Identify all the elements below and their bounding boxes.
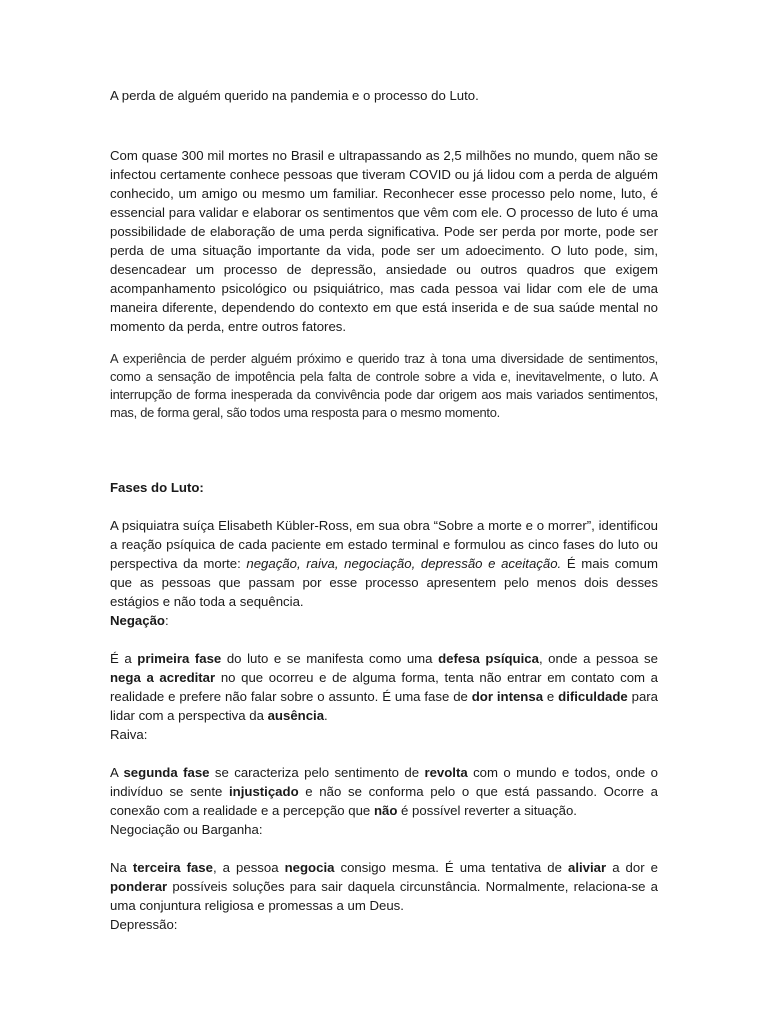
phases-list: negação, raiva, negociação, depressão e aceitação. — [246, 556, 562, 571]
phases-heading: Fases do Luto: — [110, 480, 204, 495]
anger-label: Raiva: — [110, 727, 148, 742]
quote-paragraph: A experiência de perder alguém próximo e querido traz à tona uma diversidade de sentimentos, como a sensação de impotência pela falta de controle sobre a vida e, inevitavelmente, o luto. A interrupção de forma inesperada da convivência pode dar origem aos mais variados sentimentos, mas, de forma geral, são todos uma resposta para o mesmo momento. — [110, 351, 658, 420]
intro-paragraph: Com quase 300 mil mortes no Brasil e ultrapassando as 2,5 milhões no mundo, quem não se infectou certamente conhece pessoas que tiveram COVID ou já lidou com a perda de alguém conhecido, um amigo ou mesmo um familiar. Reconhecer esse processo pelo nome, luto, é essencial para validar e elaborar os sentimentos que vêm com ele. O processo de luto é uma possibilidade de elaboração de uma perda significativa. Pode ser perda por morte, pode ser perda de uma situação importante da vida, pode ser um adoecimento. O luto pode, sim, desencadear um processo de depressão, ansiedade ou outros quadros que exigem acompanhamento psicológico ou psiquiátrico, mas cada pessoa vai lidar com ele de uma maneira diferente, dependendo do contexto em que está inserida e de sua saúde mental no momento da perda, entre outros fatores. — [110, 148, 658, 334]
depression-label: Depressão: — [110, 917, 178, 932]
bargaining-label: Negociação ou Barganha: — [110, 822, 263, 837]
document-page — [110, 86, 658, 934]
bargaining-paragraph: Na terceira fase, a pessoa negocia consigo mesma. É uma tentativa de aliviar a dor e ponderar possíveis soluções para sair daquela circunstância. Normalmente, relaciona-se a uma conjuntura religiosa e promessas a um Deus. — [110, 860, 658, 913]
denial-label: Negação: — [110, 613, 169, 628]
denial-paragraph: É a primeira fase do luto e se manifesta como uma defesa psíquica, onde a pessoa se nega a acreditar no que ocorreu e de alguma forma, tenta não entrar em contato com a realidade e prefere não falar sobre o assunto. É uma fase de dor intensa e dificuldade para lidar com a perspectiva da ausência. — [110, 651, 659, 723]
phases-intro-paragraph: A psiquiatra suíça Elisabeth Kübler-Ross, em sua obra “Sobre a morte e o morrer”, identificou a reação psíquica de cada paciente em estado terminal e formulou as cinco fases do luto ou perspectiva da morte: negação, raiva, negociação, depressão e aceitação. É mais comum que as pessoas que passam por esse processo apresentem pelo menos dois desses estágios e não toda a sequência. — [110, 518, 658, 609]
anger-paragraph: A segunda fase se caracteriza pelo sentimento de revolta com o mundo e todos, onde o indivíduo se sente injustiçado e não se conforma pelo o que está passando. Ocorre a conexão com a realidade e a percepção que não é possível reverter a situação. — [110, 765, 658, 818]
document-title: A perda de alguém querido na pandemia e o processo do Luto. — [110, 88, 479, 103]
